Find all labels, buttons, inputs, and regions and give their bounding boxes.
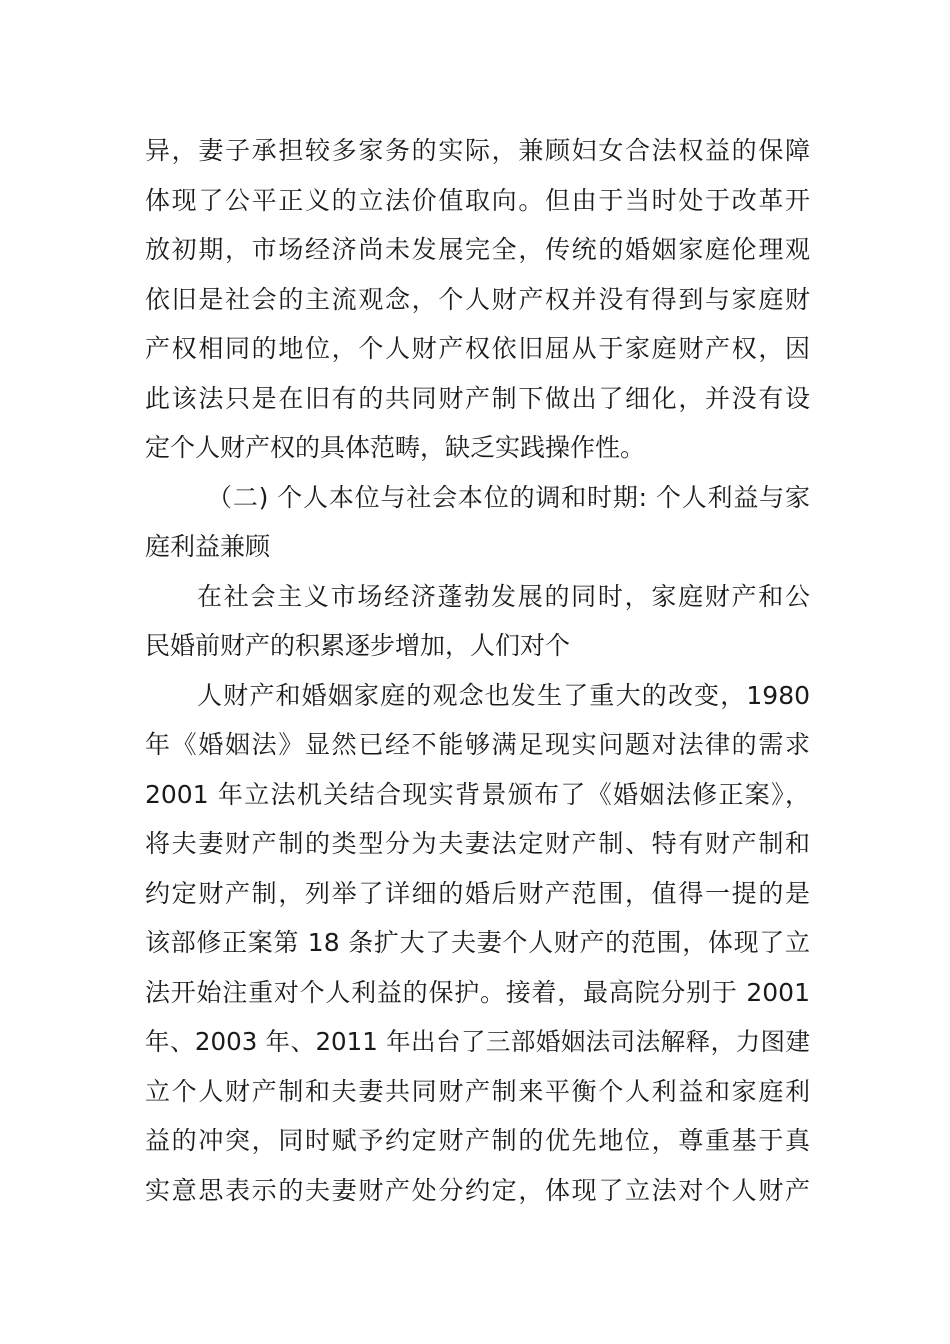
- text-line-paragraph-end: 定个人财产权的具体范畴，缺乏实践操作性。: [145, 433, 646, 462]
- text-line: 该部修正案第 18 条扩大了夫妻个人财产的范围，体现了立: [145, 928, 810, 957]
- section-heading-line: （二) 个人本位与社会本位的调和时期: 个人利益与家: [207, 482, 810, 512]
- body-text: [145, 126, 810, 1215]
- text-line: 体现了公平正义的立法价值取向。但由于当时处于改革开: [145, 185, 810, 215]
- text-line: 2001 年立法机关结合现实背景颁布了《婚姻法修正案》，: [145, 779, 810, 809]
- paragraph-first-line: 人财产和婚姻家庭的观念也发生了重大的改变，1980: [197, 680, 810, 710]
- text-line-paragraph-end: 民婚前财产的积累逐步增加，人们对个: [145, 631, 571, 660]
- paragraph-first-line: 在社会主义市场经济蓬勃发展的同时，家庭财产和公: [197, 581, 810, 611]
- text-line: 年《婚姻法》显然已经不能够满足现实问题对法律的需求: [145, 730, 810, 759]
- text-line: 放初期，市场经济尚未发展完全，传统的婚姻家庭伦理观: [145, 235, 810, 264]
- text-line: 约定财产制，列举了详细的婚后财产范围，值得一提的是: [145, 878, 810, 908]
- text-line: 产权相同的地位，个人财产权依旧屈从于家庭财产权，因: [145, 334, 810, 363]
- text-line: 此该法只是在旧有的共同财产制下做出了细化，并没有设: [145, 383, 810, 413]
- text-line: 年、2003 年、2011 年出台了三部婚姻法司法解释，力图建: [145, 1027, 810, 1056]
- section-heading-line-end: 庭利益兼顾: [145, 532, 271, 561]
- text-line: 将夫妻财产制的类型分为夫妻法定财产制、特有财产制和: [145, 829, 810, 858]
- text-line: 法开始注重对个人利益的保护。接着，最高院分别于 2001: [145, 977, 810, 1007]
- text-line: 立个人财产制和夫妻共同财产制来平衡个人利益和家庭利: [145, 1076, 810, 1106]
- text-line: 实意思表示的夫妻财产处分约定，体现了立法对个人财产: [145, 1175, 810, 1205]
- text-line: 异，妻子承担较多家务的实际，兼顾妇女合法权益的保障: [145, 136, 810, 165]
- text-line: 依旧是社会的主流观念，个人财产权并没有得到与家庭财: [145, 284, 810, 314]
- text-line: 益的冲突，同时赋予约定财产制的优先地位，尊重基于真: [145, 1126, 810, 1155]
